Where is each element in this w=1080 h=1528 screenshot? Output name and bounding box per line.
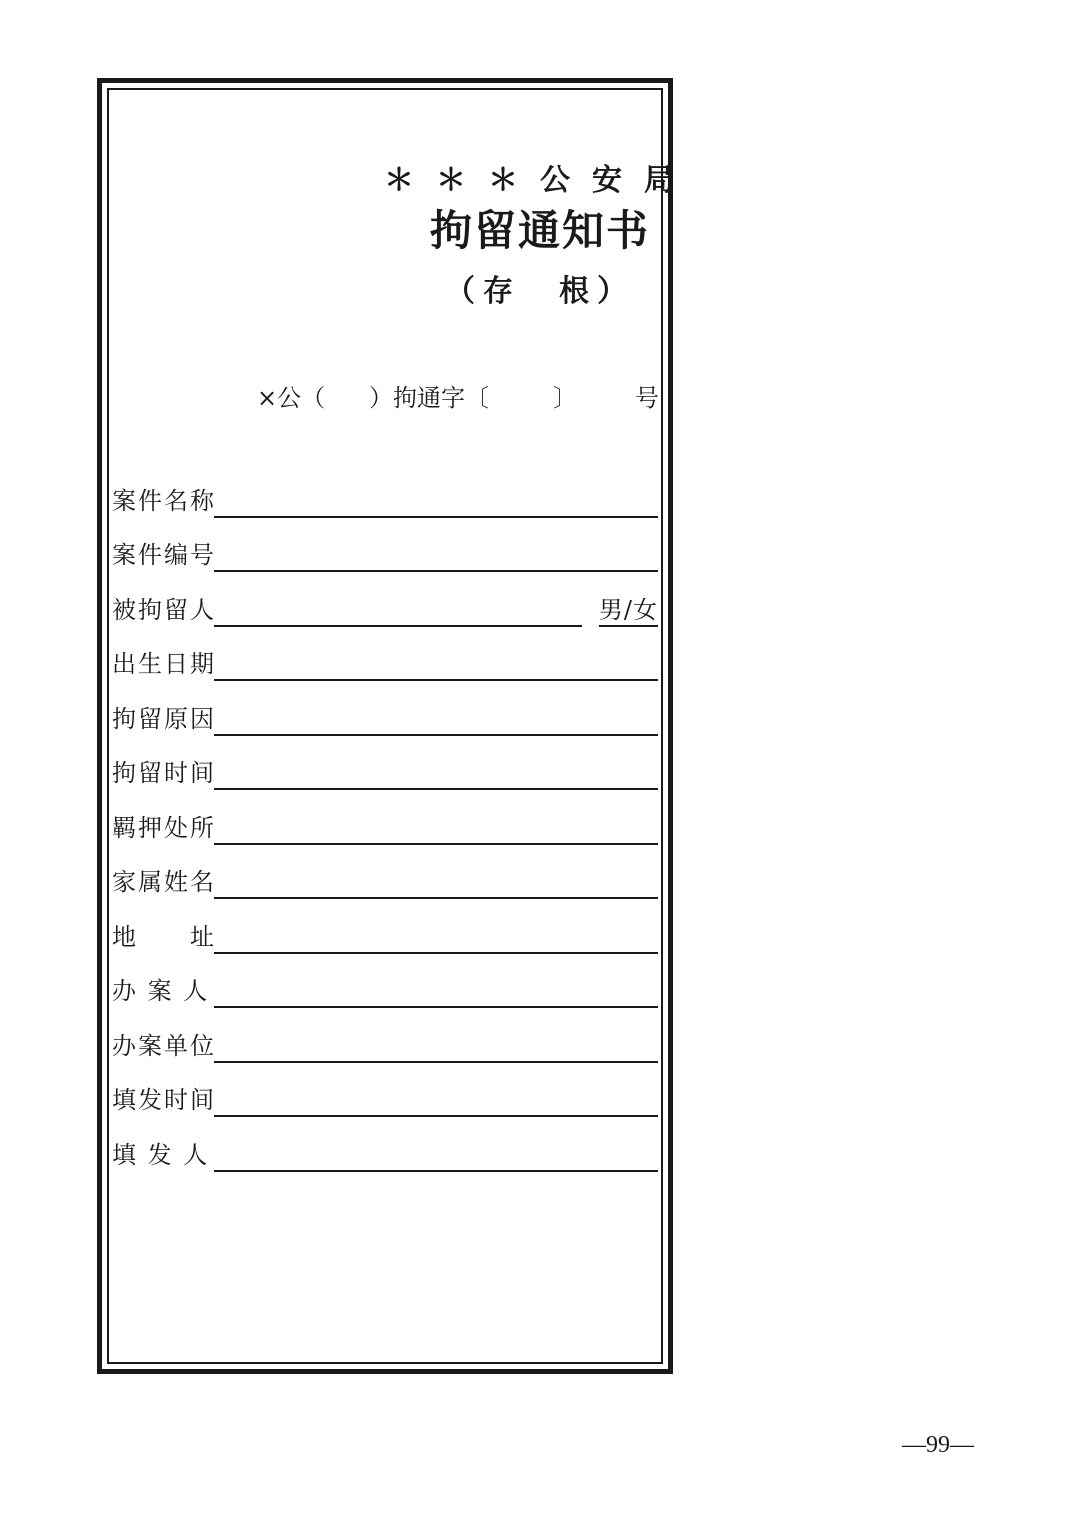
family-name-input-line[interactable]: [214, 897, 658, 899]
issue-time-input-line[interactable]: [214, 1115, 658, 1117]
field-case-number: [112, 532, 658, 572]
field-case-officer: [112, 968, 658, 1008]
detention-reason-input-line[interactable]: [214, 734, 658, 736]
field-label: 案件编号: [112, 541, 216, 569]
address-input-line[interactable]: [214, 952, 658, 954]
field-issuer: [112, 1132, 658, 1172]
field-label: 家属姓名: [112, 868, 216, 896]
page-number: —99—: [902, 1432, 974, 1458]
doc-number-mid: ）拘通字〔: [369, 384, 489, 412]
case-number-input-line[interactable]: [214, 570, 658, 572]
case-name-input-line[interactable]: [214, 516, 658, 518]
field-label: 地 址: [112, 923, 216, 951]
agency-name: ＊＊＊公安局: [384, 163, 696, 198]
detainee-input-line[interactable]: [214, 625, 582, 627]
field-label: 办 案 人: [112, 977, 210, 1005]
case-officer-input-line[interactable]: [214, 1006, 658, 1008]
field-label: 被拘留人: [112, 596, 216, 624]
field-birth-date: [112, 641, 658, 681]
document-number-line: [257, 378, 657, 412]
document-title: 拘留通知书: [429, 206, 650, 255]
field-label: 羁押处所: [112, 814, 216, 842]
field-custody-place: [112, 805, 658, 845]
document-subtitle: （存 根）: [445, 274, 635, 309]
field-label: 填发时间: [112, 1086, 216, 1114]
handling-unit-input-line[interactable]: [214, 1061, 658, 1063]
field-detainee: [112, 587, 658, 627]
doc-number-suffix: 号: [635, 384, 659, 412]
field-family-name: [112, 859, 658, 899]
doc-number-bracket-close: 〕: [553, 384, 577, 412]
field-label: 拘留时间: [112, 759, 216, 787]
field-detention-reason: [112, 696, 658, 736]
birth-date-input-line[interactable]: [214, 679, 658, 681]
custody-place-input-line[interactable]: [214, 843, 658, 845]
field-detention-time: [112, 750, 658, 790]
field-handling-unit: [112, 1023, 658, 1063]
field-issue-time: [112, 1077, 658, 1117]
field-case-name: [112, 478, 658, 518]
field-label: 办案单位: [112, 1032, 216, 1060]
field-label: 拘留原因: [112, 705, 216, 733]
field-label: 案件名称: [112, 487, 216, 515]
gender-option[interactable]: 男/女: [599, 595, 658, 627]
issuer-input-line[interactable]: [214, 1170, 658, 1172]
field-label: 填 发 人: [112, 1141, 210, 1169]
doc-number-prefix: ×公（: [257, 384, 326, 412]
field-address: [112, 914, 658, 954]
detention-time-input-line[interactable]: [214, 788, 658, 790]
field-label: 出生日期: [112, 650, 216, 678]
